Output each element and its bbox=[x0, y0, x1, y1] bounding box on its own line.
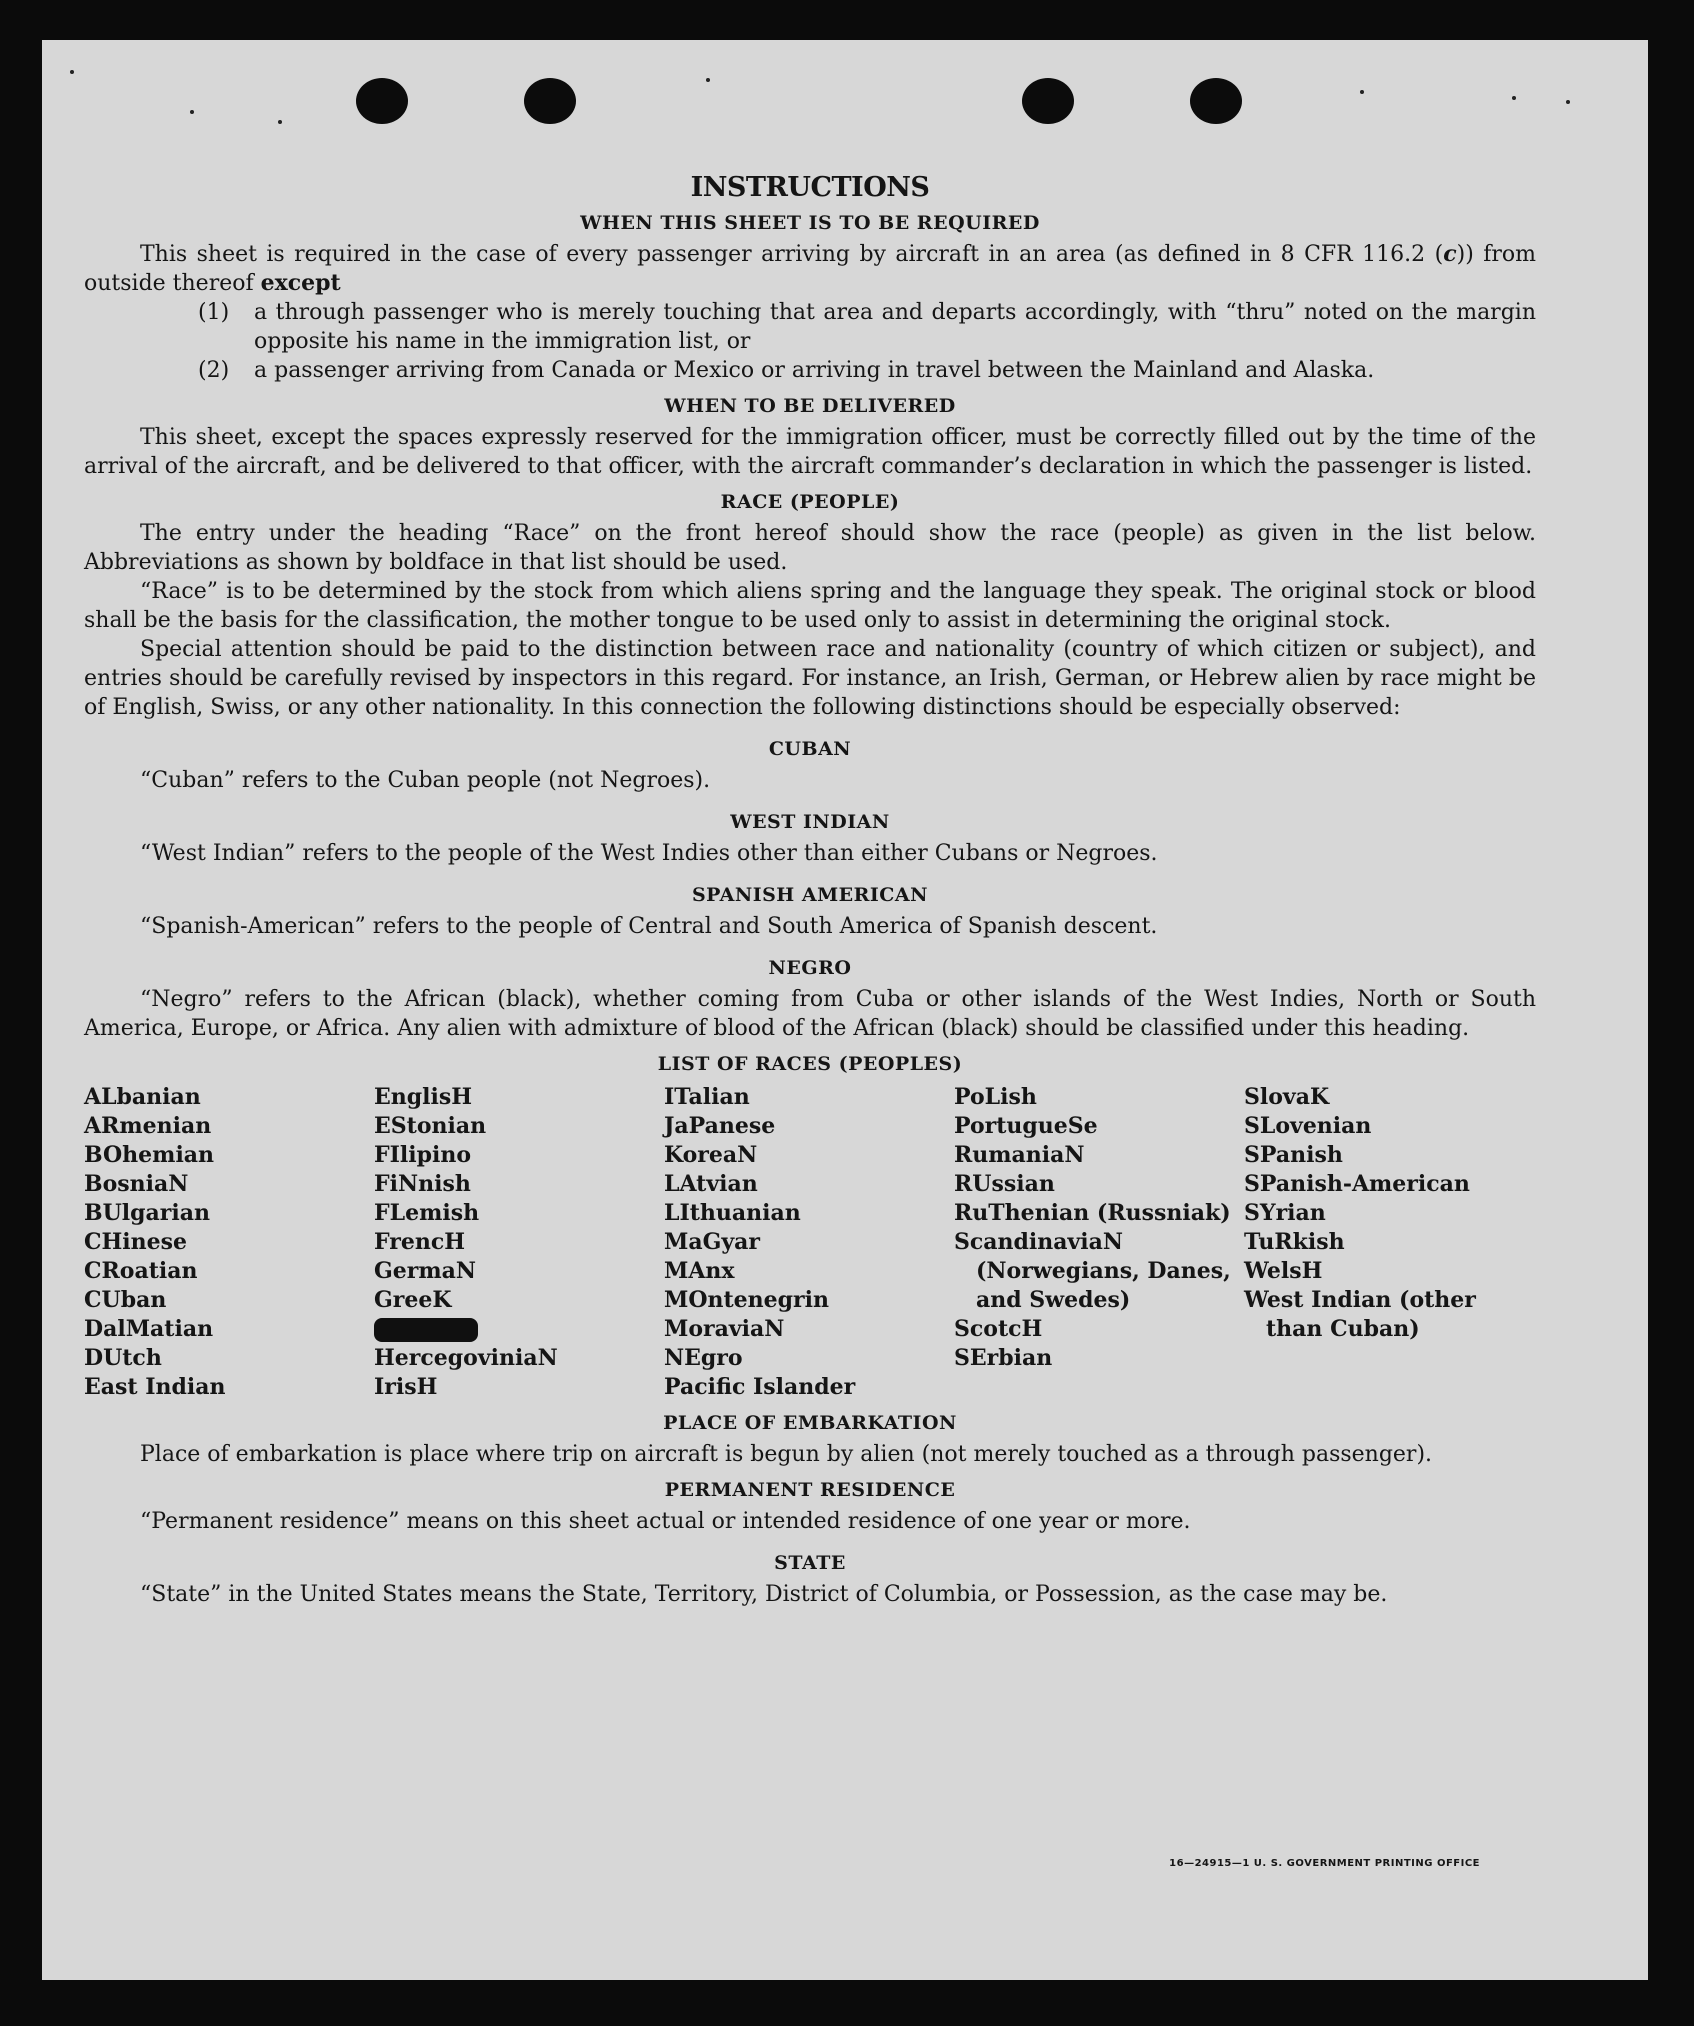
instructions-content bbox=[84, 170, 1536, 1609]
required-intro-text-2: )) from outside thereof bbox=[84, 242, 1536, 296]
race-item: CUban bbox=[84, 1287, 167, 1313]
race-item: DUtch bbox=[84, 1345, 162, 1371]
heading-race: RACE (PEOPLE) bbox=[720, 491, 900, 513]
redaction-mark bbox=[374, 1318, 478, 1342]
race-item: GreeK bbox=[374, 1287, 452, 1313]
residence-text: “Permanent residence” means on this sheet actual or intended residence of one year or more. bbox=[140, 1509, 1191, 1534]
race-item: KoreaN bbox=[664, 1142, 758, 1168]
race-item: JaPanese bbox=[664, 1113, 776, 1139]
paper-speck bbox=[1512, 96, 1516, 100]
west-indian-text: “West Indian” refers to the people of the West Indies other than either Cubans or Negroes. bbox=[140, 841, 1158, 866]
race-item: MAnx bbox=[664, 1258, 735, 1284]
race-item: East Indian bbox=[84, 1374, 226, 1400]
cuban-text: “Cuban” refers to the Cuban people (not Negroes). bbox=[140, 768, 711, 793]
heading-negro: NEGRO bbox=[768, 957, 852, 979]
race-item: SlovaK bbox=[1244, 1084, 1330, 1110]
race-item: IrisH bbox=[374, 1374, 438, 1400]
race-paragraph-1: The entry under the heading “Race” on the front hereof should show the race (people) as given in the list below. Abbreviations as shown by boldface in that list should be used. bbox=[84, 521, 1536, 575]
list-item bbox=[198, 298, 1536, 356]
race-item: EnglisH bbox=[374, 1084, 473, 1110]
punch-hole bbox=[1022, 78, 1074, 124]
paper-speck bbox=[190, 110, 194, 114]
document-page bbox=[42, 40, 1648, 1980]
race-item: SYrian bbox=[1244, 1200, 1326, 1226]
race-item: BOhemian bbox=[84, 1142, 215, 1168]
paper-speck bbox=[70, 70, 74, 74]
race-item: MoraviaN bbox=[664, 1316, 785, 1342]
delivered-text: This sheet, except the spaces expressly reserved for the immigration officer, must be correctly filled out by the time of the arrival of the aircraft, and be delivered to that officer, with the aircraft commander’s declaration in which the passenger is listed. bbox=[84, 425, 1536, 479]
list-text: a passenger arriving from Canada or Mexico or arriving in travel between the Mainland and Alaska. bbox=[254, 358, 1375, 383]
heading-list-of-races: LIST OF RACES (PEOPLES) bbox=[657, 1053, 963, 1075]
printing-office-footer: 16—24915—1 U. S. GOVERNMENT PRINTING OFFICE bbox=[1169, 1858, 1480, 1869]
race-item: SPanish bbox=[1244, 1142, 1343, 1168]
race-item: BUlgarian bbox=[84, 1200, 210, 1226]
race-item: FLemish bbox=[374, 1200, 480, 1226]
race-paragraph-3: Special attention should be paid to the distinction between race and nationality (country of which citizen or subject), and entries should be carefully revised by inspectors in this regard. For instance, an Irish, German, or Hebrew alien by race might be of English, Swiss, or any other nationality. In this connection the following distinctions should be especially observed: bbox=[84, 637, 1536, 720]
heading-embarkation: PLACE OF EMBARKATION bbox=[663, 1412, 957, 1434]
race-list bbox=[84, 1083, 1536, 1402]
page-title: INSTRUCTIONS bbox=[690, 172, 930, 203]
negro-text: “Negro” refers to the African (black), whether coming from Cuba or other islands of the West Indies, North or South America, Europe, or Africa. Any alien with admixture of blood of the African (black) should be classified under this heading. bbox=[84, 987, 1536, 1041]
paper-speck bbox=[278, 120, 282, 124]
required-intro-except: except bbox=[260, 270, 341, 296]
race-item: ScotcH bbox=[954, 1316, 1043, 1342]
race-item: FiNnish bbox=[374, 1171, 471, 1197]
race-item: HercegoviniaN bbox=[374, 1345, 558, 1371]
state-text: “State” in the United States means the State, Territory, District of Columbia, or Possession, as the case may be. bbox=[140, 1582, 1388, 1607]
race-item: SPanish-American bbox=[1244, 1171, 1470, 1197]
race-item: CHinese bbox=[84, 1229, 188, 1255]
race-item: LAtvian bbox=[664, 1171, 758, 1197]
race-item: MaGyar bbox=[664, 1229, 761, 1255]
race-item: LIthuanian bbox=[664, 1200, 801, 1226]
spanish-american-text: “Spanish-American” refers to the people of Central and South America of Spanish descent. bbox=[140, 914, 1158, 939]
heading-state: STATE bbox=[774, 1552, 846, 1574]
heading-spanish-american: SPANISH AMERICAN bbox=[691, 884, 929, 906]
race-item: WelsH bbox=[1244, 1258, 1323, 1284]
race-item: RUssian bbox=[954, 1171, 1055, 1197]
race-item: ALbanian bbox=[84, 1084, 201, 1110]
race-item: NEgro bbox=[664, 1345, 743, 1371]
list-text: a through passenger who is merely touching that area and departs accordingly, with “thru” noted on the margin opposite his name in the immigration list, or bbox=[254, 300, 1536, 354]
race-item: DalMatian bbox=[84, 1316, 214, 1342]
paper-speck bbox=[706, 78, 710, 82]
race-column bbox=[374, 1083, 664, 1402]
list-number: (1) bbox=[198, 300, 230, 325]
list-item bbox=[198, 356, 1536, 385]
race-item: Pacific Islander bbox=[664, 1374, 856, 1400]
race-item: West Indian (other than Cuban) bbox=[1244, 1287, 1476, 1342]
embarkation-text: Place of embarkation is place where trip on aircraft is begun by alien (not merely touched as a through passenger). bbox=[140, 1442, 1433, 1467]
race-item: FrencH bbox=[374, 1229, 465, 1255]
race-item: RuThenian (Russniak) bbox=[954, 1200, 1231, 1226]
heading-west-indian: WEST INDIAN bbox=[730, 811, 890, 833]
required-intro-text: This sheet is required in the case of every passenger arriving by aircraft in an area (as defined in 8 CFR 116.2 ( bbox=[140, 242, 1444, 267]
list-number: (2) bbox=[198, 358, 230, 383]
race-item: CRoatian bbox=[84, 1258, 198, 1284]
punch-hole bbox=[1190, 78, 1242, 124]
race-column bbox=[1244, 1083, 1534, 1402]
heading-when-delivered: WHEN TO BE DELIVERED bbox=[664, 395, 956, 417]
race-item: PortugueSe bbox=[954, 1113, 1098, 1139]
required-intro-italic: c bbox=[1443, 241, 1457, 267]
punch-hole bbox=[524, 78, 576, 124]
race-item: SErbian bbox=[954, 1345, 1053, 1371]
race-item: BosniaN bbox=[84, 1171, 189, 1197]
race-column bbox=[954, 1083, 1244, 1402]
heading-permanent-residence: PERMANENT RESIDENCE bbox=[664, 1479, 956, 1501]
race-item: RumaniaN bbox=[954, 1142, 1085, 1168]
race-item: SLovenian bbox=[1244, 1113, 1372, 1139]
race-item: MOntenegrin bbox=[664, 1287, 829, 1313]
paper-speck bbox=[1360, 90, 1364, 94]
race-paragraph-2: “Race” is to be determined by the stock from which aliens spring and the language they speak. The original stock or blood shall be the basis for the classification, the mother tongue to be used only to assist in determining the original stock. bbox=[84, 579, 1536, 633]
heading-cuban: CUBAN bbox=[768, 738, 852, 760]
race-column bbox=[84, 1083, 374, 1402]
race-item: GermaN bbox=[374, 1258, 477, 1284]
required-intro bbox=[84, 240, 1536, 298]
race-item: ScandinaviaN (Norwegians, Danes, and Swedes) bbox=[954, 1229, 1231, 1313]
paper-speck bbox=[1566, 100, 1570, 104]
race-item: ARmenian bbox=[84, 1113, 212, 1139]
redacted-race-item bbox=[374, 1315, 664, 1344]
race-item: FIlipino bbox=[374, 1142, 472, 1168]
race-item: EStonian bbox=[374, 1113, 487, 1139]
heading-when-required: WHEN THIS SHEET IS TO BE REQUIRED bbox=[580, 212, 1040, 234]
race-item: ITalian bbox=[664, 1084, 750, 1110]
race-item: PoLish bbox=[954, 1084, 1037, 1110]
race-item: TuRkish bbox=[1244, 1229, 1345, 1255]
punch-hole bbox=[356, 78, 408, 124]
race-column bbox=[664, 1083, 954, 1402]
